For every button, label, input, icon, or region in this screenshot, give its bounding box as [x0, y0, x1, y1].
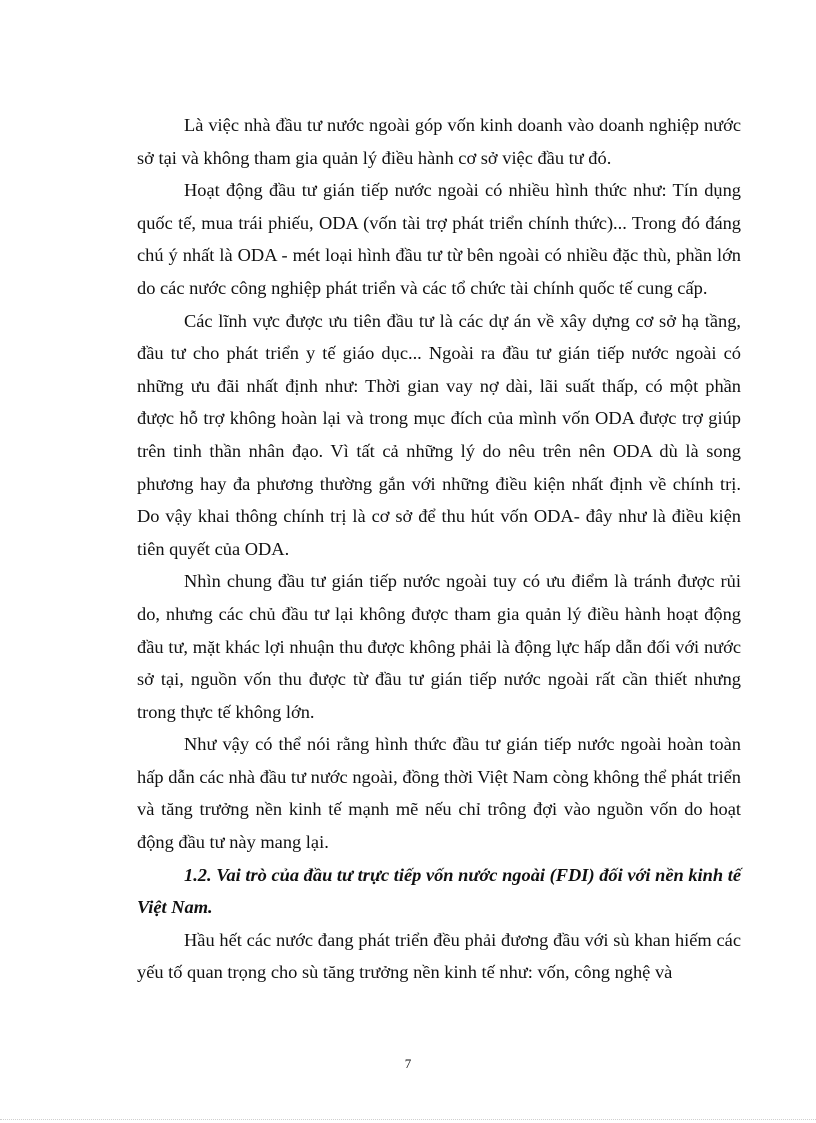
paragraph-indirect-investment-definition: Là việc nhà đầu tư nước ngoài góp vốn kinh doanh vào doanh nghiệp nước sở tại và không tham gia quản lý điều hành cơ sở việc đầu tư đó. — [137, 115, 741, 168]
paragraph-overview: Nhìn chung đầu tư gián tiếp nước ngoài tuy có ưu điểm là tránh được rủi do, nhưng các chủ đầu tư lại không được tham gia quản lý điều hành hoạt động đầu tư, mặt khác lợi nhuận thu được không phải là động lực hấp dẫn đối với nước sở tại, nguồn vốn thu được từ đầu tư gián tiếp nước ngoài rất cần thiết nhưng trong thực tế không lớn. — [137, 571, 741, 722]
paragraph-conclusion: Như vậy có thể nói rằng hình thức đầu tư gián tiếp nước ngoài hoàn toàn hấp dẫn các nhà đầu tư nước ngoài, đồng thời Việt Nam còng không thể phát triển và tăng trưởng nền kinh tế mạnh mẽ nếu chỉ trông đợi vào nguồn vốn do hoạt động đầu tư này mang lại. — [137, 734, 741, 853]
paragraph-fdi-role: Hầu hết các nước đang phát triển đều phải đương đầu với sù khan hiếm các yếu tố quan trọng cho sù tăng trưởng nền kinh tế như: vốn, công nghệ và — [137, 929, 741, 983]
page-number: 7 — [404, 1056, 412, 1071]
paragraph-indirect-investment-forms: Hoạt động đầu tư gián tiếp nước ngoài có nhiều hình thức như: Tín dụng quốc tế, mua trái phiếu, ODA (vốn tài trợ phát triển chính thức)... Trong đó đáng chú ý nhất là ODA - mét loại hình đầu tư từ bên ngoài có nhiều đặc thù, phần lớn do các nước công nghiệp phát triển và các tổ chức tài chính quốc tế cung cấp. — [137, 180, 741, 298]
section-heading: 1.2. Vai trò của đầu tư trực tiếp vốn nước ngoài (FDI) đối với nền kinh tế Việt Nam. — [137, 864, 741, 918]
page-bottom-divider — [0, 1119, 816, 1120]
body-text — [137, 109, 741, 989]
paragraph-priority-sectors: Các lĩnh vực được ưu tiên đầu tư là các dự án về xây dựng cơ sở hạ tầng, đầu tư cho phát triển y tế giáo dục... Ngoài ra đầu tư gián tiếp nước ngoài có những ưu đãi nhất định như: Thời gian vay nợ dài, lãi suất thấp, có một phần được hỗ trợ không hoàn lại và trong mục đích của mình vốn ODA được trợ giúp trên tinh thần nhân đạo. Vì tất cả những lý do nêu trên nên ODA dù là song phương hay đa phương thường gắn với những điều kiện nhất định về chính trị. Do vậy khai thông chính trị là cơ sở để thu hút vốn ODA- đây như là điều kiện tiên quyết của ODA. — [137, 310, 741, 559]
